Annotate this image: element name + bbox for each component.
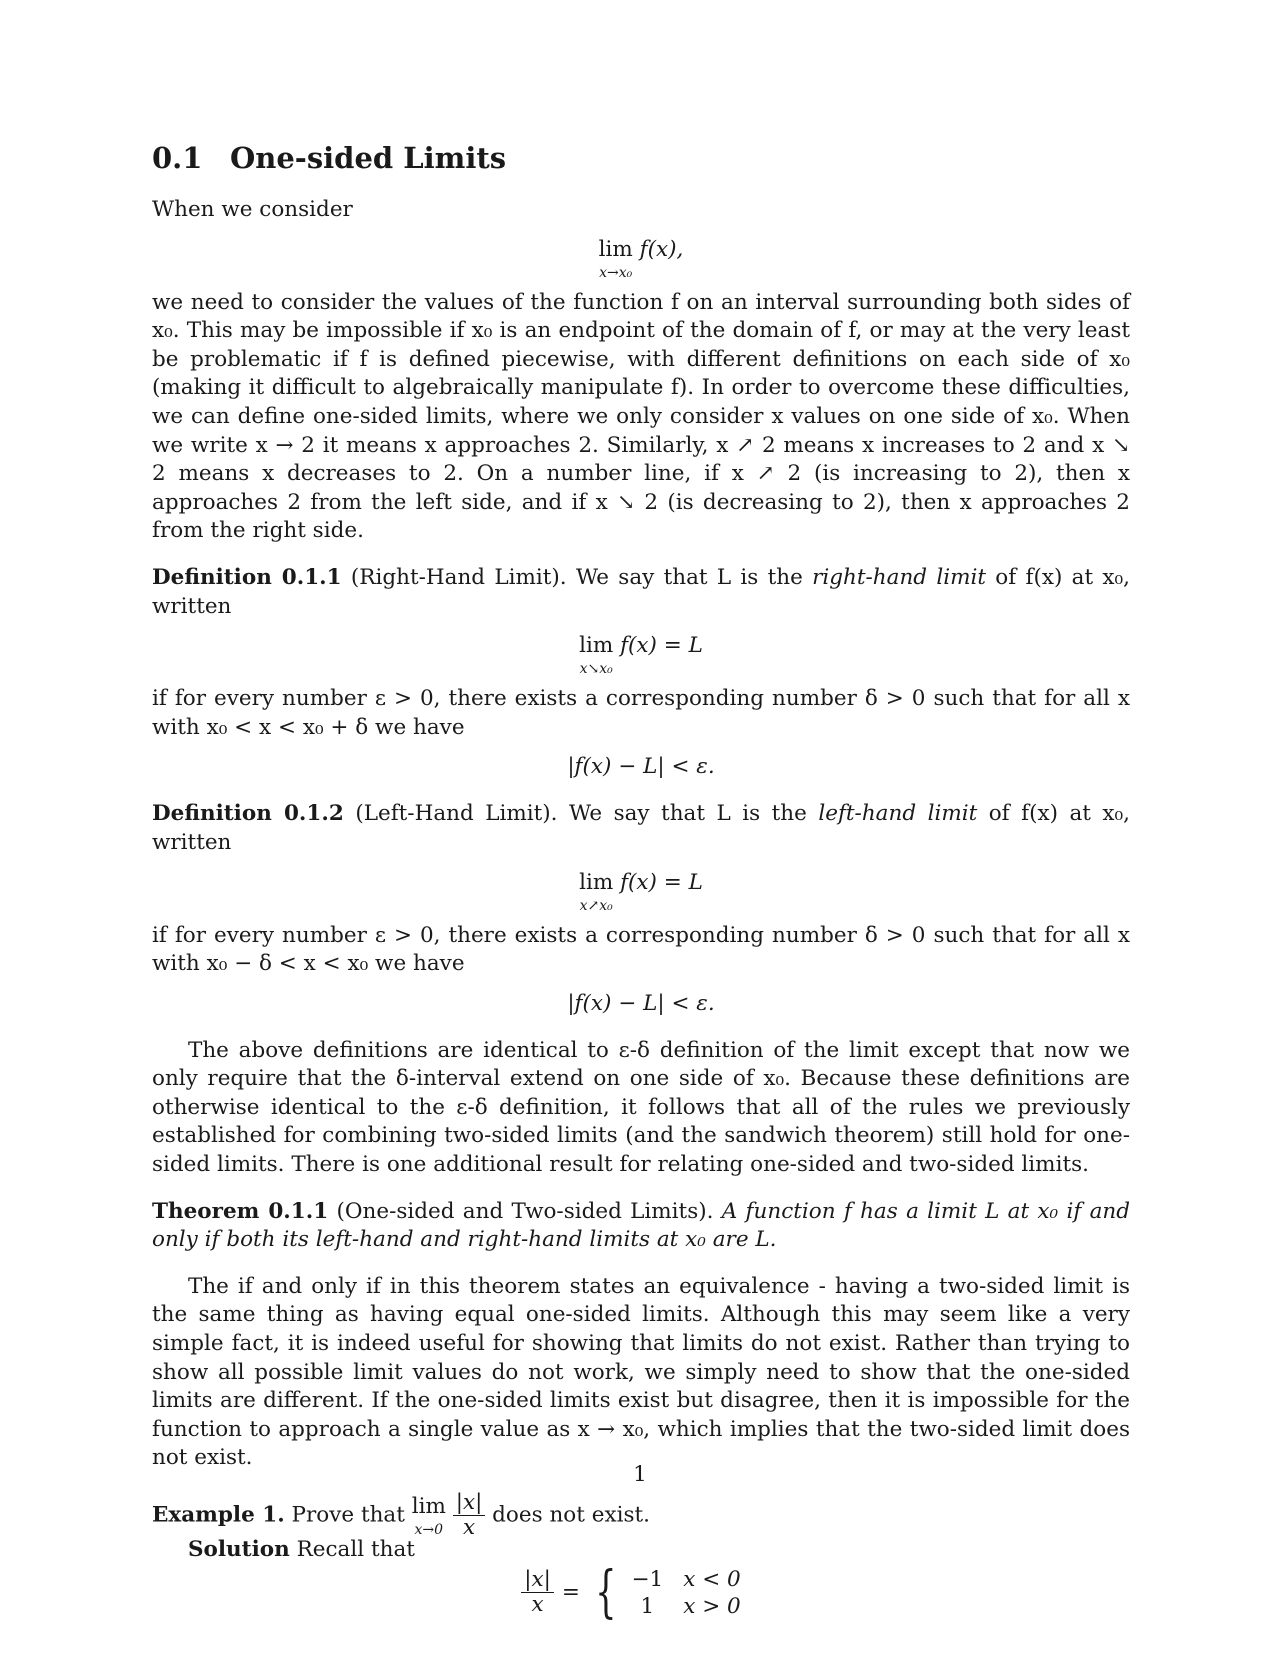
definition-name: (Left-Hand Limit).	[355, 801, 558, 827]
page-number: 1	[633, 1462, 647, 1487]
lim-word: lim	[411, 1494, 446, 1520]
paragraph-equivalence: The if and only if in this theorem states an equivalence - having a two-sided limit is the same thing as having equal one-sided limits. Although this may seem like a very simple fact, it is indeed useful for showing that limits do not exist. Rather than trying to show all possible limit values do not work, we simply need to show that the one-sided limits are different. If the one-sided limits exist but disagree, then it is impossible for the function to approach a single value as x → x₀, which implies that the two-sided limit does not exist.	[152, 1273, 1130, 1471]
case-row	[632, 1593, 761, 1620]
lim-operator	[579, 631, 613, 677]
lim-subscript: x→0	[414, 1521, 444, 1538]
display-inequality: |f(x) − L| < ε.	[567, 990, 715, 1016]
definition-condition: if for every number ε > 0, there exists a corresponding number δ > 0 such that for all x with x₀ < x < x₀ + δ we have	[152, 686, 1130, 740]
fraction-numerator: |x|	[521, 1568, 554, 1593]
example-statement	[152, 1491, 1130, 1540]
page-body	[152, 140, 1130, 1629]
display-limit	[152, 235, 1130, 281]
intro-paragraph: we need to consider the values of the function f on an interval surrounding both sides of x₀. This may be impossible if x₀ is an endpoint of the domain of f, or may at the very least be problematic if f is defined piecewise, with different definitions on each side of x₀ (making it difficult to algebraically manipulate f). In order to overcome these difficulties, we can define one-sided limits, where we only consider x values on one side of x₀. When we write x → 2 it means x approaches 2. Similarly, x ↗ 2 means x increases to 2 and x ↘ 2 means x decreases to 2. On a number line, if x ↗ 2 (is increasing to 2), then x approaches 2 from the left side, and if x ↘ 2 (is decreasing to 2), then x approaches 2 from the right side.	[152, 289, 1130, 544]
solution-line	[152, 1536, 1130, 1565]
definition-label: Definition 0.1.1	[152, 564, 342, 590]
lim-operator	[599, 235, 633, 281]
lim-word: lim	[598, 236, 633, 262]
section-heading	[152, 140, 1130, 176]
display-inequality: |f(x) − L| < ε.	[567, 754, 715, 780]
section-title: One-sided Limits	[230, 141, 507, 175]
equals-sign: =	[561, 1579, 580, 1605]
definition-text: We say that L is the	[575, 564, 813, 590]
lim-expression: f(x) = L	[620, 633, 703, 659]
cases-table	[632, 1566, 761, 1620]
solution-label: Solution	[188, 1537, 290, 1562]
example-text: Prove that	[291, 1502, 412, 1528]
theorem-statement: A function f has a limit L at x₀ if and only if both its left-hand and right-hand limits at x₀ are L.	[152, 1198, 1130, 1253]
theorem-one-two-sided	[152, 1198, 1130, 1255]
lim-expression: f(x) = L	[620, 869, 703, 895]
lim-expression: f(x),	[639, 236, 684, 262]
fraction-abs-x-over-x	[453, 1491, 486, 1540]
display-piecewise	[152, 1559, 1130, 1625]
lim-subscript: x→x₀	[599, 264, 633, 281]
definition-right-hand	[152, 564, 1130, 621]
theorem-label: Theorem 0.1.1	[152, 1198, 329, 1224]
solution-text: Recall that	[296, 1537, 415, 1562]
fraction-denominator: x	[462, 1515, 476, 1540]
lim-subscript: x↘x₀	[579, 661, 613, 678]
definition-text: of f(x) at x₀, written	[152, 801, 1130, 855]
case-value: 1	[640, 1593, 655, 1619]
theorem-name: (One-sided and Two-sided Limits).	[336, 1198, 714, 1224]
example-label: Example 1.	[152, 1502, 285, 1528]
case-row	[632, 1566, 761, 1593]
lim-operator	[579, 868, 613, 914]
case-value: −1	[631, 1566, 664, 1592]
left-brace: {	[595, 1559, 617, 1625]
paragraph-definitions-remark: The above definitions are identical to ε-δ definition of the limit except that now we only require that the δ-interval extend on one side of x₀. Because these definitions are otherwise identical to the ε-δ definition, it follows that all of the rules we previously established for combining two-sided limits (and the sandwich theorem) still hold for one-sided limits. There is one additional result for relating one-sided and two-sided limits.	[152, 1037, 1130, 1178]
definition-text: We say that L is the	[569, 801, 819, 827]
intro-lead: When we consider	[152, 197, 353, 222]
display-right-limit	[152, 631, 1130, 677]
fraction-denominator: x	[531, 1592, 544, 1618]
lim-operator	[412, 1493, 446, 1538]
definition-condition: if for every number ε > 0, there exists a corresponding number δ > 0 such that for all x with x₀ − δ < x < x₀ we have	[152, 922, 1130, 977]
lim-subscript: x↗x₀	[579, 897, 613, 914]
lim-word: lim	[579, 869, 614, 895]
definition-name: (Right-Hand Limit).	[350, 564, 567, 590]
fraction-numerator: |x|	[453, 1491, 486, 1516]
lim-word: lim	[579, 633, 614, 659]
definition-left-hand	[152, 800, 1130, 857]
display-left-limit	[152, 868, 1130, 914]
case-condition: x > 0	[683, 1593, 741, 1619]
definition-text: of f(x) at x₀, written	[152, 564, 1130, 619]
definition-term: right-hand limit	[812, 564, 987, 590]
definition-term: left-hand limit	[818, 801, 978, 827]
section-number: 0.1	[152, 141, 203, 175]
fraction-abs-x-over-x	[521, 1568, 554, 1617]
definition-label: Definition 0.1.2	[152, 801, 344, 827]
case-condition: x < 0	[683, 1566, 741, 1592]
example-text: does not exist.	[485, 1502, 650, 1528]
piecewise-expression	[521, 1559, 760, 1625]
